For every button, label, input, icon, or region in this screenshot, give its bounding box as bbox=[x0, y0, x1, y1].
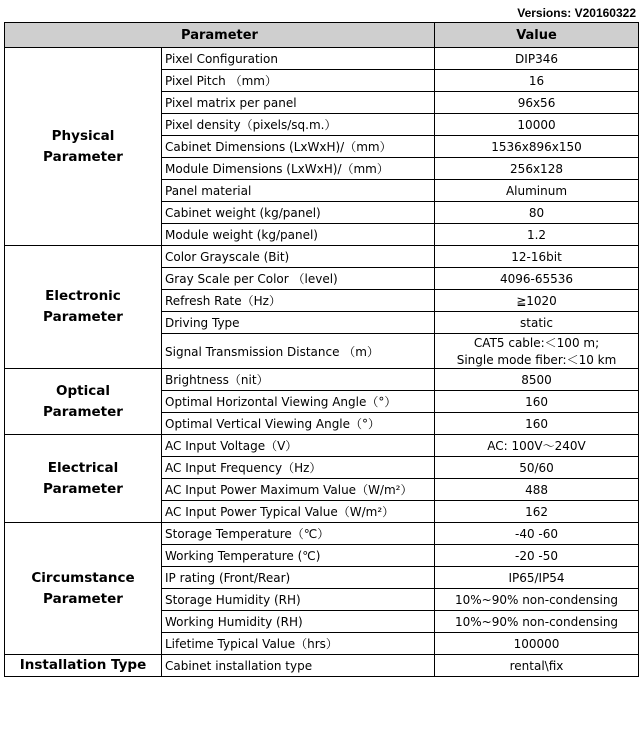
parameter-value: 256x128 bbox=[435, 158, 639, 180]
parameter-value: -40 -60 bbox=[435, 523, 639, 545]
parameter-name: Pixel matrix per panel bbox=[162, 92, 435, 114]
parameter-name: Panel material bbox=[162, 180, 435, 202]
parameter-name: Module weight (kg/panel) bbox=[162, 224, 435, 246]
header-parameter: Parameter bbox=[5, 23, 435, 48]
parameter-value: 10000 bbox=[435, 114, 639, 136]
parameter-name: AC Input Power Typical Value（W/m²） bbox=[162, 501, 435, 523]
parameter-value: -20 -50 bbox=[435, 545, 639, 567]
parameter-name: Signal Transmission Distance （m） bbox=[162, 334, 435, 369]
parameter-name: Working Humidity (RH) bbox=[162, 611, 435, 633]
parameter-value: IP65/IP54 bbox=[435, 567, 639, 589]
table-row bbox=[5, 369, 639, 391]
parameter-name: Lifetime Typical Value（hrs） bbox=[162, 633, 435, 655]
parameter-value: AC: 100V～240V bbox=[435, 435, 639, 457]
parameter-value: 160 bbox=[435, 413, 639, 435]
parameter-name: AC Input Frequency（Hz） bbox=[162, 457, 435, 479]
parameter-value: 1.2 bbox=[435, 224, 639, 246]
parameter-name: Cabinet Dimensions (LxWxH)/（mm） bbox=[162, 136, 435, 158]
version-label: Versions: V20160322 bbox=[517, 6, 636, 20]
parameter-name: Brightness（nit） bbox=[162, 369, 435, 391]
parameter-value: 162 bbox=[435, 501, 639, 523]
parameter-value: 4096-65536 bbox=[435, 268, 639, 290]
group-label: Installation Type bbox=[5, 655, 162, 677]
parameter-name: Cabinet installation type bbox=[162, 655, 435, 677]
parameter-name: Pixel density（pixels/sq.m.） bbox=[162, 114, 435, 136]
parameter-value: 1536x896x150 bbox=[435, 136, 639, 158]
parameter-value: 10%~90% non-condensing bbox=[435, 589, 639, 611]
spec-table-body bbox=[5, 48, 639, 677]
table-row bbox=[5, 246, 639, 268]
table-header-row bbox=[5, 23, 639, 48]
parameter-name: Optimal Horizontal Viewing Angle（°） bbox=[162, 391, 435, 413]
parameter-value: ≧1020 bbox=[435, 290, 639, 312]
group-label: Optical Parameter bbox=[5, 369, 162, 435]
parameter-value: 488 bbox=[435, 479, 639, 501]
parameter-name: Driving Type bbox=[162, 312, 435, 334]
table-row bbox=[5, 48, 639, 70]
parameter-value: Aluminum bbox=[435, 180, 639, 202]
parameter-name: IP rating (Front/Rear) bbox=[162, 567, 435, 589]
parameter-name: Color Grayscale (Bit) bbox=[162, 246, 435, 268]
parameter-value: rental\fix bbox=[435, 655, 639, 677]
parameter-name: Refresh Rate（Hz） bbox=[162, 290, 435, 312]
parameter-value: 100000 bbox=[435, 633, 639, 655]
parameter-value: DIP346 bbox=[435, 48, 639, 70]
parameter-value: 12-16bit bbox=[435, 246, 639, 268]
parameter-name: AC Input Voltage（V） bbox=[162, 435, 435, 457]
parameter-name: Storage Temperature（℃） bbox=[162, 523, 435, 545]
group-label: Circumstance Parameter bbox=[5, 523, 162, 655]
parameter-value: 80 bbox=[435, 202, 639, 224]
parameter-name: AC Input Power Maximum Value（W/m²） bbox=[162, 479, 435, 501]
parameter-name: Gray Scale per Color （level) bbox=[162, 268, 435, 290]
spec-table bbox=[4, 22, 639, 677]
table-row bbox=[5, 655, 639, 677]
parameter-name: Storage Humidity (RH) bbox=[162, 589, 435, 611]
table-row bbox=[5, 523, 639, 545]
parameter-value: 50/60 bbox=[435, 457, 639, 479]
parameter-name: Optimal Vertical Viewing Angle（°） bbox=[162, 413, 435, 435]
parameter-name: Cabinet weight (kg/panel) bbox=[162, 202, 435, 224]
parameter-value: static bbox=[435, 312, 639, 334]
parameter-value: CAT5 cable:＜100 m; Single mode fiber:＜10 km bbox=[435, 334, 639, 369]
parameter-name: Pixel Configuration bbox=[162, 48, 435, 70]
parameter-value: 160 bbox=[435, 391, 639, 413]
parameter-value: 16 bbox=[435, 70, 639, 92]
parameter-name: Pixel Pitch （mm） bbox=[162, 70, 435, 92]
group-label: Electrical Parameter bbox=[5, 435, 162, 523]
group-label: Physical Parameter bbox=[5, 48, 162, 246]
header-value: Value bbox=[435, 23, 639, 48]
parameter-value: 8500 bbox=[435, 369, 639, 391]
parameter-value: 10%~90% non-condensing bbox=[435, 611, 639, 633]
group-label: Electronic Parameter bbox=[5, 246, 162, 369]
parameter-value: 96x56 bbox=[435, 92, 639, 114]
table-row bbox=[5, 435, 639, 457]
parameter-name: Module Dimensions (LxWxH)/（mm） bbox=[162, 158, 435, 180]
parameter-name: Working Temperature (℃) bbox=[162, 545, 435, 567]
